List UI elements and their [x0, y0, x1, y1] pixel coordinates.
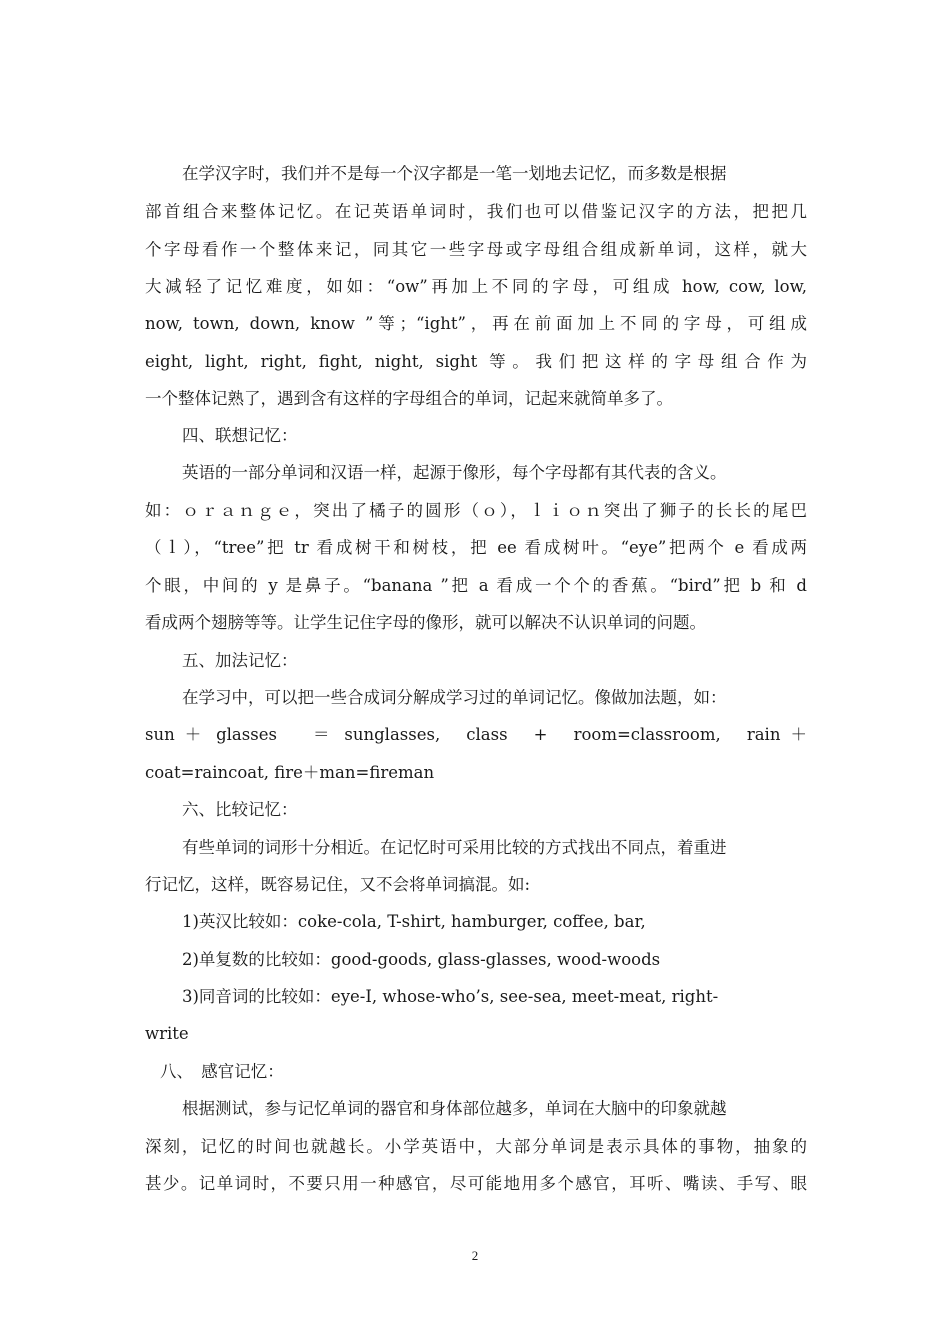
list-item: 2)单复数的比较如：good-goods, glass-glasses, wood-woods	[182, 950, 661, 969]
paragraph-line: now, town, down, know ”等；“ight”，再在前面加上不同的字母，可组成	[145, 314, 807, 333]
paragraph-line: 看成两个翅膀等等。让学生记住字母的像形，就可以解决不认识单词的问题。	[145, 613, 706, 632]
paragraph-line: 个眼，中间的 y 是鼻子。“banana ”把 a 看成一个个的香蕉。“bird”把 b 和 d	[145, 576, 807, 595]
paragraph-line: 有些单词的词形十分相近。在记忆时可采用比较的方式找出不同点，着重进	[182, 838, 727, 857]
paragraph-line: 一个整体记熟了，遇到含有这样的字母组合的单词，记起来就简单多了。	[145, 389, 673, 408]
list-item: 3)同音词的比较如：eye-I, whose-who’s, see-sea, meet-meat, right-	[182, 987, 719, 1006]
paragraph-line: （ｌ），“tree”把 tr 看成树干和树枝，把 ee 看成树叶。“eye”把两个 e 看成两	[145, 538, 807, 557]
paragraph-line: sun ＋ glasses ＝ sunglasses, class + room=classroom, rain ＋	[145, 725, 807, 744]
paragraph-line: 大减轻了记忆难度，如如：“ow”再加上不同的字母，可组成 how, cow, low,	[145, 277, 807, 296]
paragraph-line: 在学汉字时，我们并不是每一个汉字都是一笔一划地去记忆，而多数是根据	[182, 164, 727, 183]
paragraph-line: write	[145, 1024, 189, 1043]
section-heading: 五、加法记忆：	[182, 651, 298, 670]
page-number: 2	[471, 1248, 479, 1263]
paragraph-line: 甚少。记单词时，不要只用一种感官，尽可能地用多个感官，耳听、嘴读、手写、眼	[145, 1174, 807, 1193]
paragraph-line: 行记忆，这样，既容易记住，又不会将单词搞混。如:	[145, 875, 531, 894]
paragraph-line: 个字母看作一个整体来记，同其它一些字母或字母组合组成新单词，这样，就大	[145, 240, 807, 259]
section-heading: 八、 感官记忆：	[160, 1062, 284, 1081]
paragraph-line: 部首组合来整体记忆。在记英语单词时，我们也可以借鉴记汉字的方法，把把几	[145, 202, 807, 221]
paragraph-line: eight, light, right, fight, night, sight 等。我们把这样的字母组合作为	[145, 352, 807, 371]
section-heading: 六、比较记忆：	[182, 800, 298, 819]
paragraph-line: 根据测试，参与记忆单词的器官和身体部位越多，单词在大脑中的印象就越	[182, 1099, 727, 1118]
paragraph-line: coat=raincoat, fire＋man=fireman	[145, 763, 435, 782]
paragraph-line: 英语的一部分单词和汉语一样，起源于像形，每个字母都有其代表的含义。	[182, 463, 727, 482]
paragraph-line: 深刻，记忆的时间也就越长。小学英语中，大部分单词是表示具体的事物，抽象的	[145, 1137, 807, 1156]
paragraph-line: 在学习中，可以把一些合成词分解成学习过的单词记忆。像做加法题，如：	[182, 688, 727, 707]
list-item: 1)英汉比较如：coke-cola, T-shirt, hamburger, coffee, bar,	[182, 912, 646, 931]
section-heading: 四、联想记忆：	[182, 426, 298, 445]
paragraph-line: 如：ｏｒａｎｇｅ，突出了橘子的圆形（ｏ），ｌｉｏｎ突出了狮子的长长的尾巴	[145, 501, 807, 520]
